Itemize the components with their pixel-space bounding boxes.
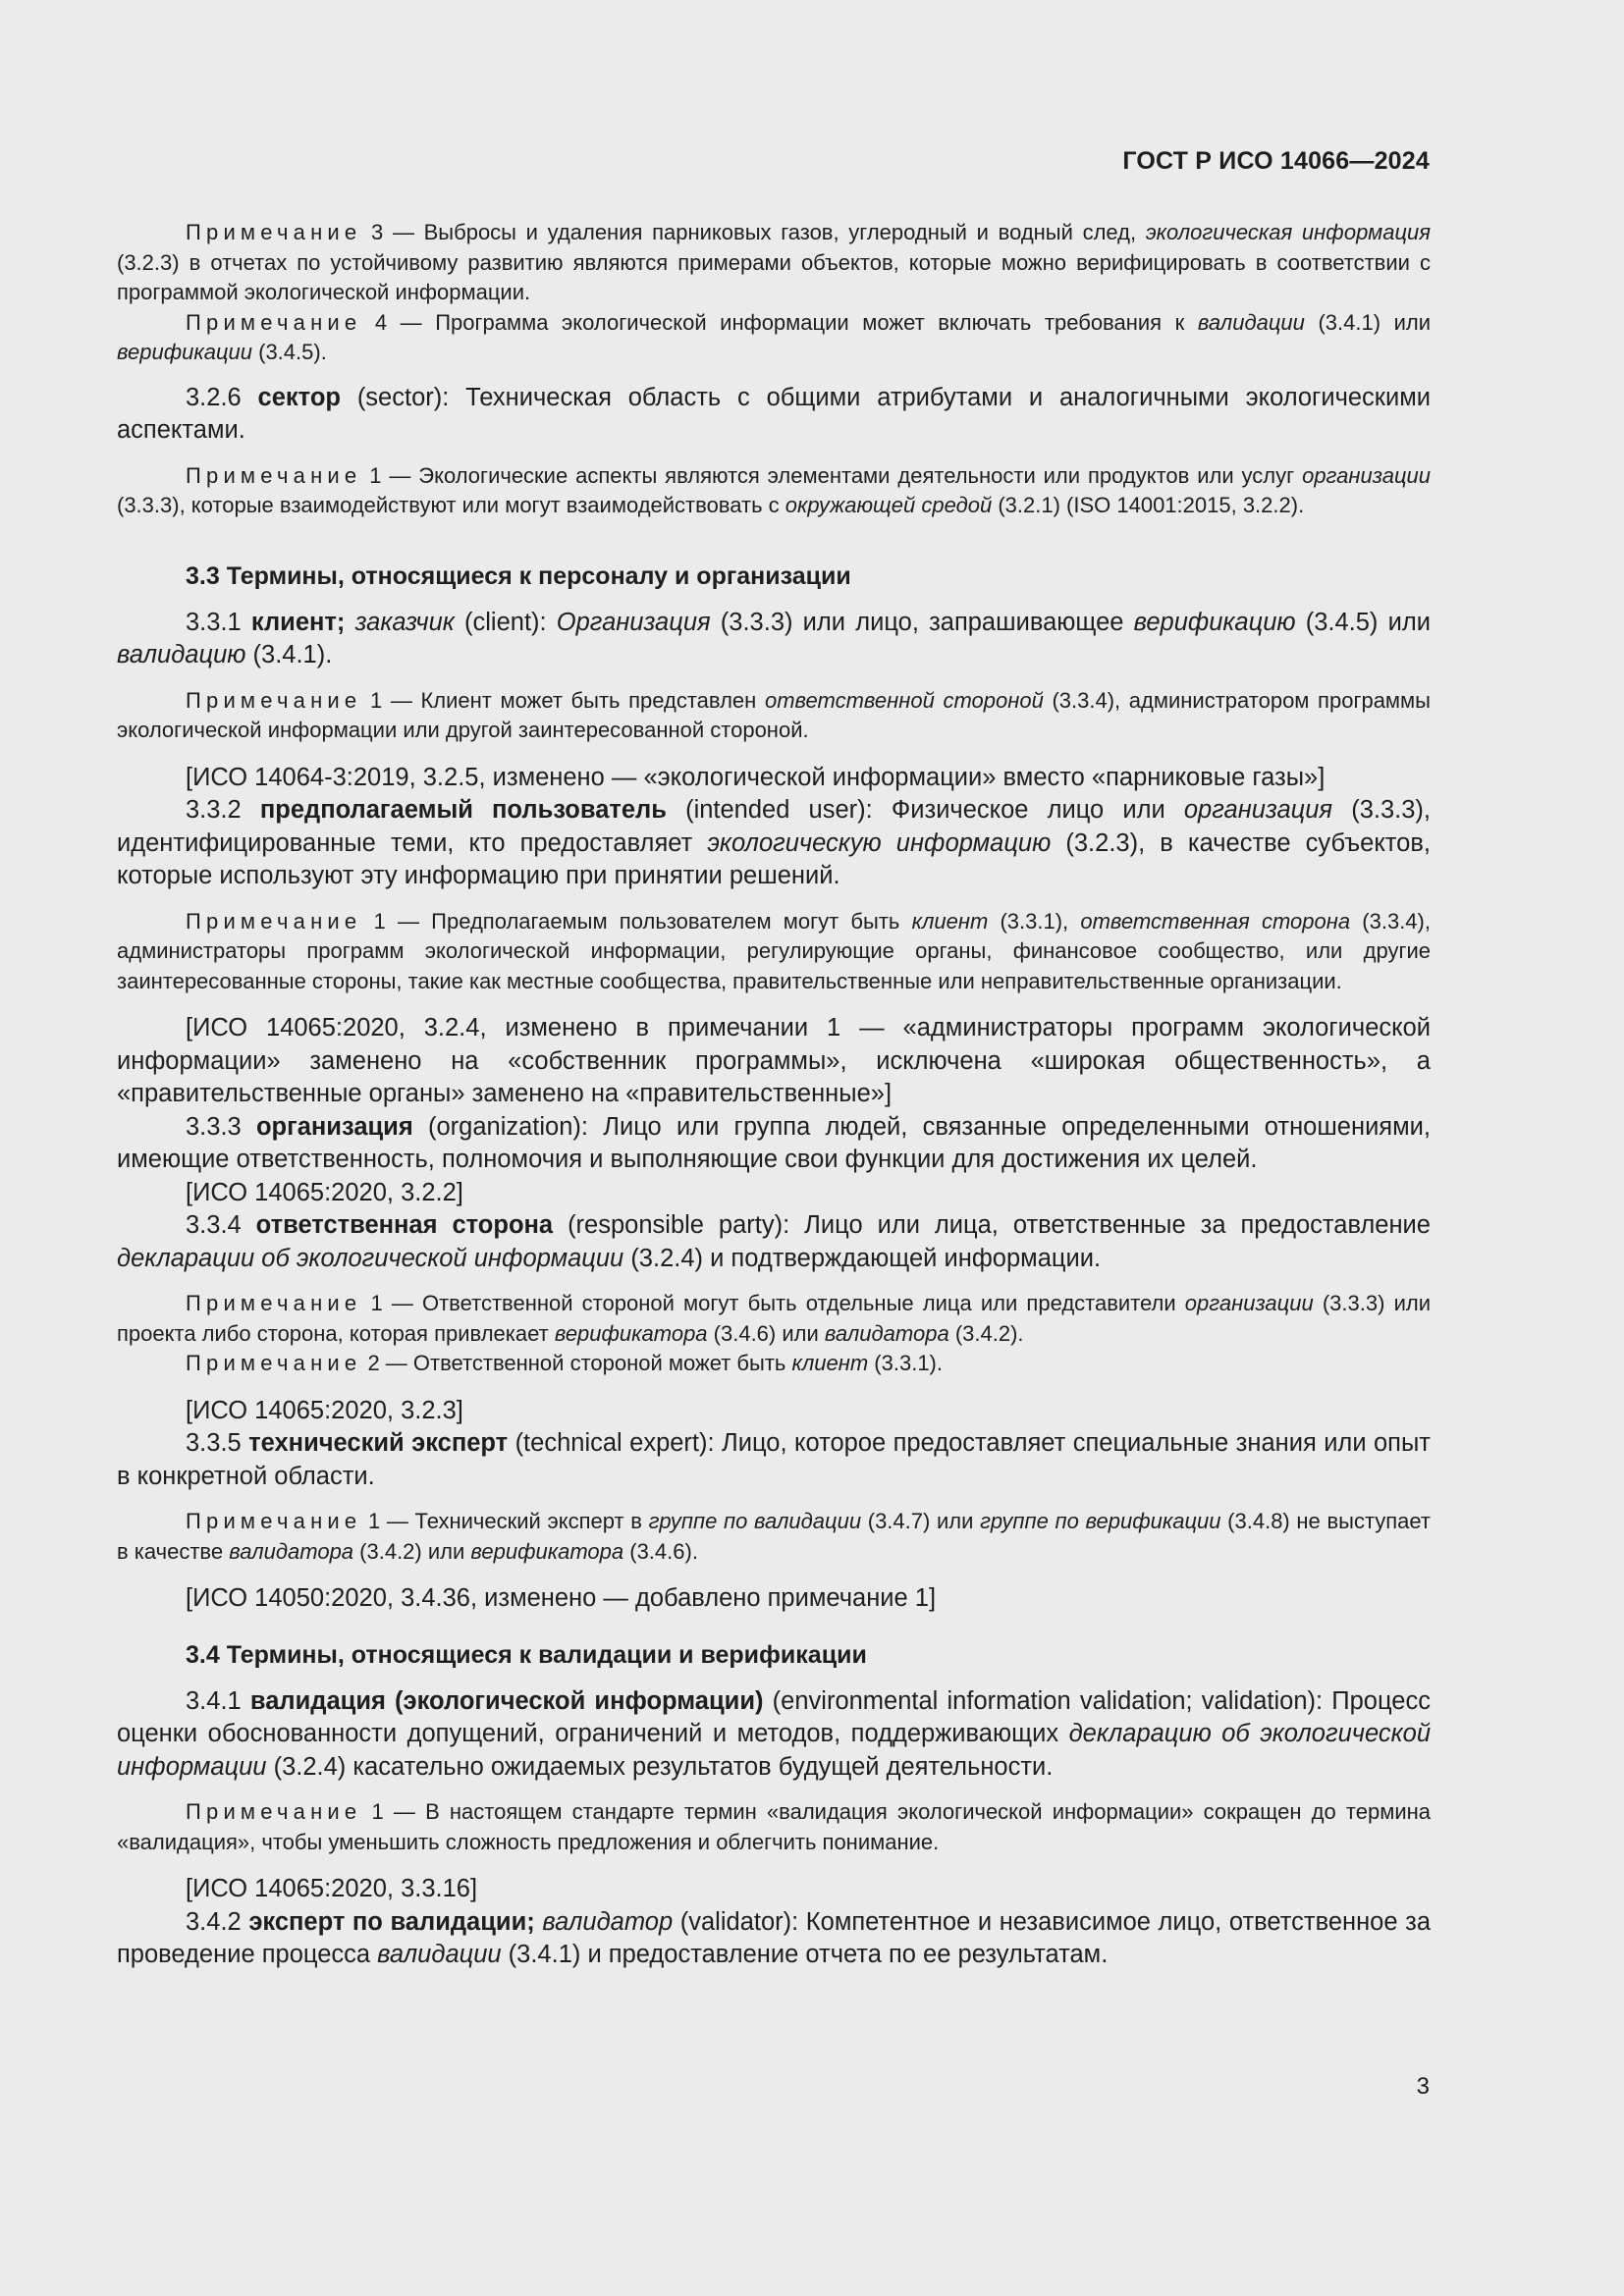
text-run [345, 609, 354, 636]
term-definition [117, 1209, 1431, 1275]
term-reference: группе по верификации [980, 1509, 1221, 1533]
note-label: Примечание [186, 309, 362, 335]
term-reference: окружающей средой [785, 493, 993, 517]
term-reference: верификатора [470, 1538, 624, 1564]
page-number: 3 [1416, 2073, 1430, 2100]
text-run: (client): [454, 608, 557, 636]
text-run: (3.4.1) и предоставление отчета по ее результатам. [501, 1941, 1109, 1968]
text-run: 1 — В настоящем стандарте термин «валидация экологической информации» сокращен до термина «валидация», чтобы уменьшить сложность предложения и облегчить понимание. [117, 1799, 1431, 1854]
term-reference: ответственной стороной [764, 687, 1044, 713]
text-run: (3.4.1) или [1304, 309, 1431, 335]
note-label: Примечание [186, 462, 362, 488]
text-run: (3.4.8) не выступает в качестве [117, 1509, 1431, 1564]
term-reference: клиент [791, 1351, 869, 1375]
text-run: 3.3.2 [186, 796, 260, 824]
term-reference: организация [1183, 796, 1333, 824]
text-run: (3.3.1). [868, 1351, 943, 1375]
source-reference [117, 1012, 1431, 1111]
text-run: [ИСО 14065:2020, 3.2.2] [186, 1178, 463, 1206]
text-run: 1 — Экологические аспекты являются элементами деятельности или продуктов или услуг [361, 462, 1303, 488]
text-run: (3.3.4), администратором программы экологической информации или другой заинтересованной стороной. [117, 687, 1431, 742]
note-label: Примечание [186, 687, 362, 713]
term-name: эксперт по валидации; [248, 1907, 535, 1936]
term-definition [117, 607, 1431, 672]
term-reference: экологическая информация [1145, 220, 1432, 244]
text-run: (organization): Лицо или группа людей, связанные определенными отношениями, имеющие ответственность, полномочия и выполняющие свои функции для достижения их целей. [117, 1112, 1431, 1173]
text-run: 1 — Предполагаемым пользователем могут быть [361, 908, 912, 934]
term-reference: верификатора [554, 1320, 708, 1346]
text-run: (3.3.4), администраторы программ экологической информации, регулирующие органы, финансовое сообщество, или другие заинтересованные стороны, такие как местные сообщества, правительственные или неправительственные организации. [117, 908, 1431, 993]
term-name: ответственная сторона [255, 1211, 554, 1239]
term-name: организация [255, 1112, 413, 1141]
text-run: (3.2.1) (ISO 14001:2015, 3.2.2). [992, 493, 1305, 517]
term-reference: Организация [556, 608, 711, 636]
text-run: (3.3.3) или проекта либо сторона, которая привлекает [117, 1291, 1431, 1346]
text-run: (3.3.3) или лицо, запрашивающее [710, 608, 1134, 636]
note-paragraph [117, 1797, 1431, 1857]
text-run: 2 — Ответственной стороной может быть [361, 1351, 792, 1375]
term-reference: валидации [377, 1941, 502, 1968]
text-run: (3.2.3) в отчетах по устойчивому развитию являются примерами объектов, которые можно верифицировать в соответствии с программой экологической информации. [117, 249, 1431, 304]
text-run: (3.2.4) и подтверждающей информации. [623, 1244, 1102, 1272]
term-definition [117, 1685, 1431, 1785]
term-reference: верификацию [1133, 608, 1296, 636]
text-run: (3.3.1), [988, 908, 1081, 934]
note-label: Примечание [186, 1509, 362, 1533]
term-reference: верификации [117, 340, 252, 364]
text-run: [ИСО 14064-3:2019, 3.2.5, изменено — «экологической информации» вместо «парниковые газы»] [186, 763, 1326, 791]
term-reference: валидатора [824, 1320, 949, 1346]
text-run: [ИСО 14050:2020, 3.4.36, изменено — добавлено примечание 1] [186, 1584, 937, 1612]
text-run: 3.3.5 [186, 1429, 249, 1457]
text-run: (intended user): Физическое лицо или [666, 796, 1184, 824]
term-name: технический эксперт [248, 1429, 509, 1457]
term-definition [117, 382, 1431, 448]
note-paragraph [117, 686, 1431, 746]
source-reference [117, 1582, 1431, 1616]
text-run: 3.3.1 [186, 608, 251, 636]
term-definition [117, 1427, 1431, 1493]
text-run: [ИСО 14065:2020, 3.3.16] [186, 1875, 478, 1902]
term-name: валидация (экологической информации) [249, 1686, 764, 1715]
document-header: ГОСТ Р ИСО 14066—2024 [1122, 147, 1430, 175]
text-run: 3.4.2 [186, 1907, 249, 1936]
term-reference: заказчик [354, 608, 455, 636]
section-heading [117, 561, 1431, 593]
note-label: Примечание [186, 1291, 362, 1315]
text-run: (3.4.6) или [707, 1320, 825, 1346]
document-body [117, 218, 1431, 1972]
text-run: 3.4 Термины, относящиеся к валидации и верификации [186, 1640, 867, 1669]
term-reference: клиент [911, 908, 989, 934]
text-run: (validator): Компетентное и независимое лицо, ответственное за проведение процесса [117, 1907, 1432, 1968]
term-reference: декларации об экологической информации [117, 1244, 624, 1272]
term-reference: группе по валидации [648, 1509, 862, 1533]
text-run: (3.2.4) касательно ожидаемых результатов будущей деятельности. [266, 1752, 1054, 1781]
source-reference [117, 762, 1431, 795]
text-run: 3.3.4 [186, 1211, 256, 1239]
text-run: 1 — Клиент может быть представлен [361, 687, 765, 713]
text-run: (sector): Техническая область с общими атрибутами и аналогичными экологическими аспектами. [117, 383, 1431, 444]
text-run: 3.4.1 [186, 1686, 250, 1715]
text-run: [ИСО 14065:2020, 3.2.3] [186, 1396, 463, 1424]
text-run: 1 — Ответственной стороной могут быть отдельные лица или представители [361, 1291, 1185, 1315]
source-reference [117, 1873, 1431, 1906]
source-reference [117, 1395, 1431, 1428]
text-run: 3.3 Термины, относящиеся к персоналу и организации [186, 561, 851, 590]
text-run: (3.3.3), идентифицированные теми, кто предоставляет [117, 796, 1431, 857]
term-definition [117, 1111, 1431, 1177]
term-reference: валидатора [229, 1538, 354, 1564]
text-run: (3.2.3), в качестве субъектов, которые используют эту информацию при принятии решений. [117, 828, 1431, 889]
term-definition [117, 1906, 1431, 1972]
text-run: (responsible party): Лицо или лица, ответственные за предоставление [553, 1211, 1431, 1239]
term-reference: валидатор [542, 1907, 674, 1936]
text-run: [ИСО 14065:2020, 3.2.4, изменено в примечании 1 — «администраторы программ экологической информации» заменено на «собственник программы», исключена «широкая общественность», а «правительственные органы» заменено на «правительственные»] [117, 1014, 1431, 1107]
text-run: 3 — Выбросы и удаления парниковых газов, углеродный и водный след, [361, 220, 1146, 244]
note-label: Примечание [186, 1799, 362, 1824]
text-run: (3.4.1). [245, 641, 333, 668]
note-label: Примечание [186, 908, 362, 934]
term-reference: валидацию [117, 641, 246, 668]
text-run: (3.4.7) или [861, 1509, 981, 1533]
term-reference: организации [1302, 462, 1431, 488]
text-run: (environmental information validation; validation): Процесс оценки обоснованности допущений, ограничений и методов, поддерживающих [117, 1686, 1431, 1747]
term-reference: декларацию об экологической информации [117, 1720, 1431, 1781]
term-reference: организации [1184, 1291, 1314, 1315]
term-name: клиент; [250, 608, 346, 636]
text-run: (3.4.2). [948, 1320, 1024, 1346]
text-run: 1 — Технический эксперт в [361, 1509, 649, 1533]
note-paragraph [117, 907, 1431, 997]
section-heading [117, 1639, 1431, 1672]
note-label: Примечание [186, 1351, 362, 1375]
text-run: (3.4.5). [252, 340, 327, 364]
text-run: 4 — Программа экологической информации может включать требования к [361, 309, 1198, 335]
note-paragraph [117, 308, 1431, 368]
term-definition [117, 794, 1431, 893]
note-paragraph [117, 1507, 1431, 1567]
term-reference: экологическую информацию [707, 828, 1052, 857]
text-run: (3.4.2) или [353, 1538, 471, 1564]
note-paragraph [117, 461, 1431, 521]
note-paragraph [117, 1349, 1431, 1379]
term-reference: валидации [1197, 309, 1305, 335]
note-label: Примечание [186, 220, 362, 244]
text-run: (3.4.5) или [1295, 608, 1431, 636]
note-paragraph [117, 218, 1431, 308]
text-run: (technical expert): Лицо, которое предоставляет специальные знания или опыт в конкретной области. [117, 1429, 1431, 1490]
term-name: предполагаемый пользователь [259, 796, 667, 824]
text-run: 3.2.6 [186, 383, 258, 411]
term-reference: ответственная сторона [1080, 908, 1351, 934]
text-run: (3.4.6). [623, 1538, 698, 1564]
source-reference [117, 1177, 1431, 1210]
note-paragraph [117, 1289, 1431, 1349]
term-name: сектор [257, 383, 341, 411]
text-run: (3.3.3), которые взаимодействуют или могут взаимодействовать с [117, 493, 785, 517]
text-run: 3.3.3 [186, 1112, 256, 1141]
